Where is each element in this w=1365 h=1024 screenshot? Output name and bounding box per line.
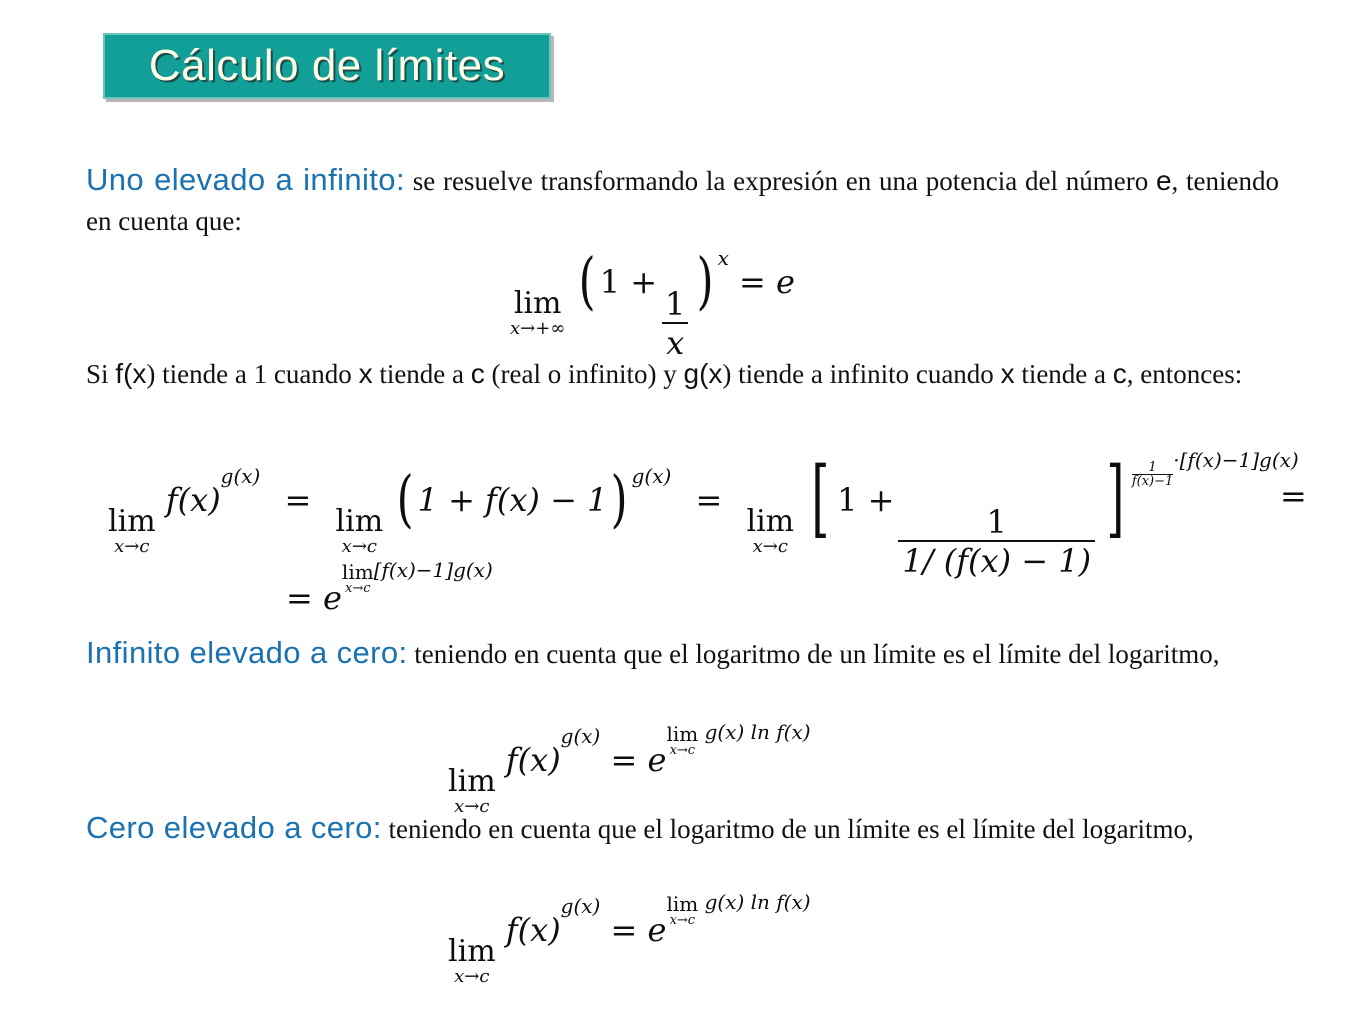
formula1-rparen: ) <box>697 244 714 317</box>
f4-explim: lim <box>666 892 699 916</box>
section4-heading: Cero elevado a cero: <box>86 810 382 845</box>
f3-expsub: x→c <box>669 743 696 758</box>
section3-text: teniendo en cuenta que el logaritmo de un límite es el límite del logaritmo, <box>407 639 1220 669</box>
section4-text: teniendo en cuenta que el logaritmo de un límite es el límite del logaritmo, <box>381 814 1194 844</box>
f3-exprest: g(x) ln f(x) <box>698 720 811 744</box>
f2-l2-sub: x→c <box>345 581 371 596</box>
s2-t6: tiende a <box>1014 359 1113 389</box>
section1-heading: Uno elevado a infinito: <box>86 162 405 197</box>
s2-x1: (x <box>123 358 147 389</box>
s2-g: g <box>683 358 700 389</box>
section1-e: e <box>1155 165 1172 196</box>
f2-den: 1/ (f(x) − 1) <box>898 540 1095 580</box>
f2-eq2: = <box>695 481 723 519</box>
f4-sub: x→c <box>454 966 490 987</box>
s2-f: f <box>115 358 124 389</box>
s2-t2: ) tiende a 1 cuando <box>146 359 359 389</box>
f3-f: f(x) <box>505 741 561 779</box>
f2-expnum: 1 <box>1148 460 1157 475</box>
f4-lim: lim <box>448 934 496 969</box>
formula1-lparen: ( <box>579 244 597 317</box>
f2-sub1: x→c <box>114 536 150 557</box>
formula1-rhs: = e <box>739 263 795 301</box>
f2-sub2: x→c <box>341 536 377 557</box>
f2-l2-lim: lim <box>341 560 374 584</box>
f2-expden: f(x)−1 <box>1131 474 1174 489</box>
section-infinito-elevado-cero <box>86 633 1279 674</box>
s2-t1: Si <box>86 359 116 389</box>
f4-expsub: x→c <box>669 913 696 928</box>
s2-c2: c <box>1112 358 1127 389</box>
f4-gx: g(x) <box>560 894 601 918</box>
f4-f: f(x) <box>505 911 561 949</box>
f2-sub3: x→c <box>752 536 788 557</box>
f4-exprest: g(x) ln f(x) <box>698 890 811 914</box>
f2-l2-rest: [f(x)−1]g(x) <box>373 558 493 582</box>
f2-num: 1 <box>986 503 1007 541</box>
f3-rhs: = e <box>610 741 667 779</box>
f2-lbracket: [ <box>811 449 830 547</box>
s2-x4: x <box>1000 358 1015 389</box>
section1-text2: , teniendo en cuenta que: <box>86 166 1280 236</box>
f3-sub: x→c <box>454 796 490 817</box>
f2-eq3: = <box>1280 477 1307 515</box>
formula1-frac <box>661 286 689 362</box>
s2-t3: tiende a <box>372 359 471 389</box>
formula-general-result <box>286 558 493 617</box>
f2-lim2: lim <box>335 504 384 539</box>
f2-lim1: lim <box>108 504 156 539</box>
f2-inner1: 1 + f(x) − 1 <box>417 481 608 519</box>
s2-c1: c <box>470 358 485 389</box>
f2-exprest: ·[f(x)−1]g(x) <box>1173 448 1299 472</box>
formula-cero-cero <box>448 892 811 987</box>
f2-lparen: ( <box>396 462 414 535</box>
s2-t5: ) tiende a infinito cuando <box>722 359 1001 389</box>
f2-inner2: 1 + <box>837 481 895 519</box>
f2-l2-lhs: = e <box>286 579 342 617</box>
formula1-den: x <box>662 322 688 362</box>
f2-f1: f(x) <box>165 481 221 519</box>
formula1-exp: x <box>717 246 729 270</box>
f2-rparen: ) <box>611 462 628 535</box>
section-uno-elevado-infinito <box>86 160 1279 241</box>
formula1-one: 1 + <box>599 263 658 301</box>
f3-lim: lim <box>448 764 496 799</box>
s2-t7: , entonces: <box>1126 359 1243 389</box>
f2-gx2: g(x) <box>631 464 672 488</box>
f2-rbracket: ] <box>1106 449 1125 547</box>
formula1-lim <box>510 286 566 339</box>
f2-eq1: = <box>284 481 312 519</box>
section-cero-elevado-cero <box>86 808 1279 849</box>
f4-rhs: = e <box>610 911 667 949</box>
f3-gx: g(x) <box>560 724 601 748</box>
s2-x2: x <box>358 358 373 389</box>
f3-explim: lim <box>666 722 699 746</box>
page-title: Cálculo de límites <box>148 41 506 90</box>
formula1-lim-sub: x→+∞ <box>510 318 566 339</box>
section-condition <box>86 354 1279 394</box>
s2-x3: (x <box>699 358 723 389</box>
formula1-num: 1 <box>665 285 686 323</box>
s2-t4: (real o infinito) y <box>484 359 684 389</box>
title-box <box>103 33 551 99</box>
section1-text1: se resuelve transformando la expresión en una potencia del número <box>404 166 1156 196</box>
f2-lim3: lim <box>746 504 795 539</box>
formula1-lim-word: lim <box>513 286 562 321</box>
f2-gx1: g(x) <box>220 464 261 488</box>
section3-heading: Infinito elevado a cero: <box>86 635 408 670</box>
formula-e-limit <box>510 244 795 362</box>
formula-infinito-cero <box>448 722 811 817</box>
